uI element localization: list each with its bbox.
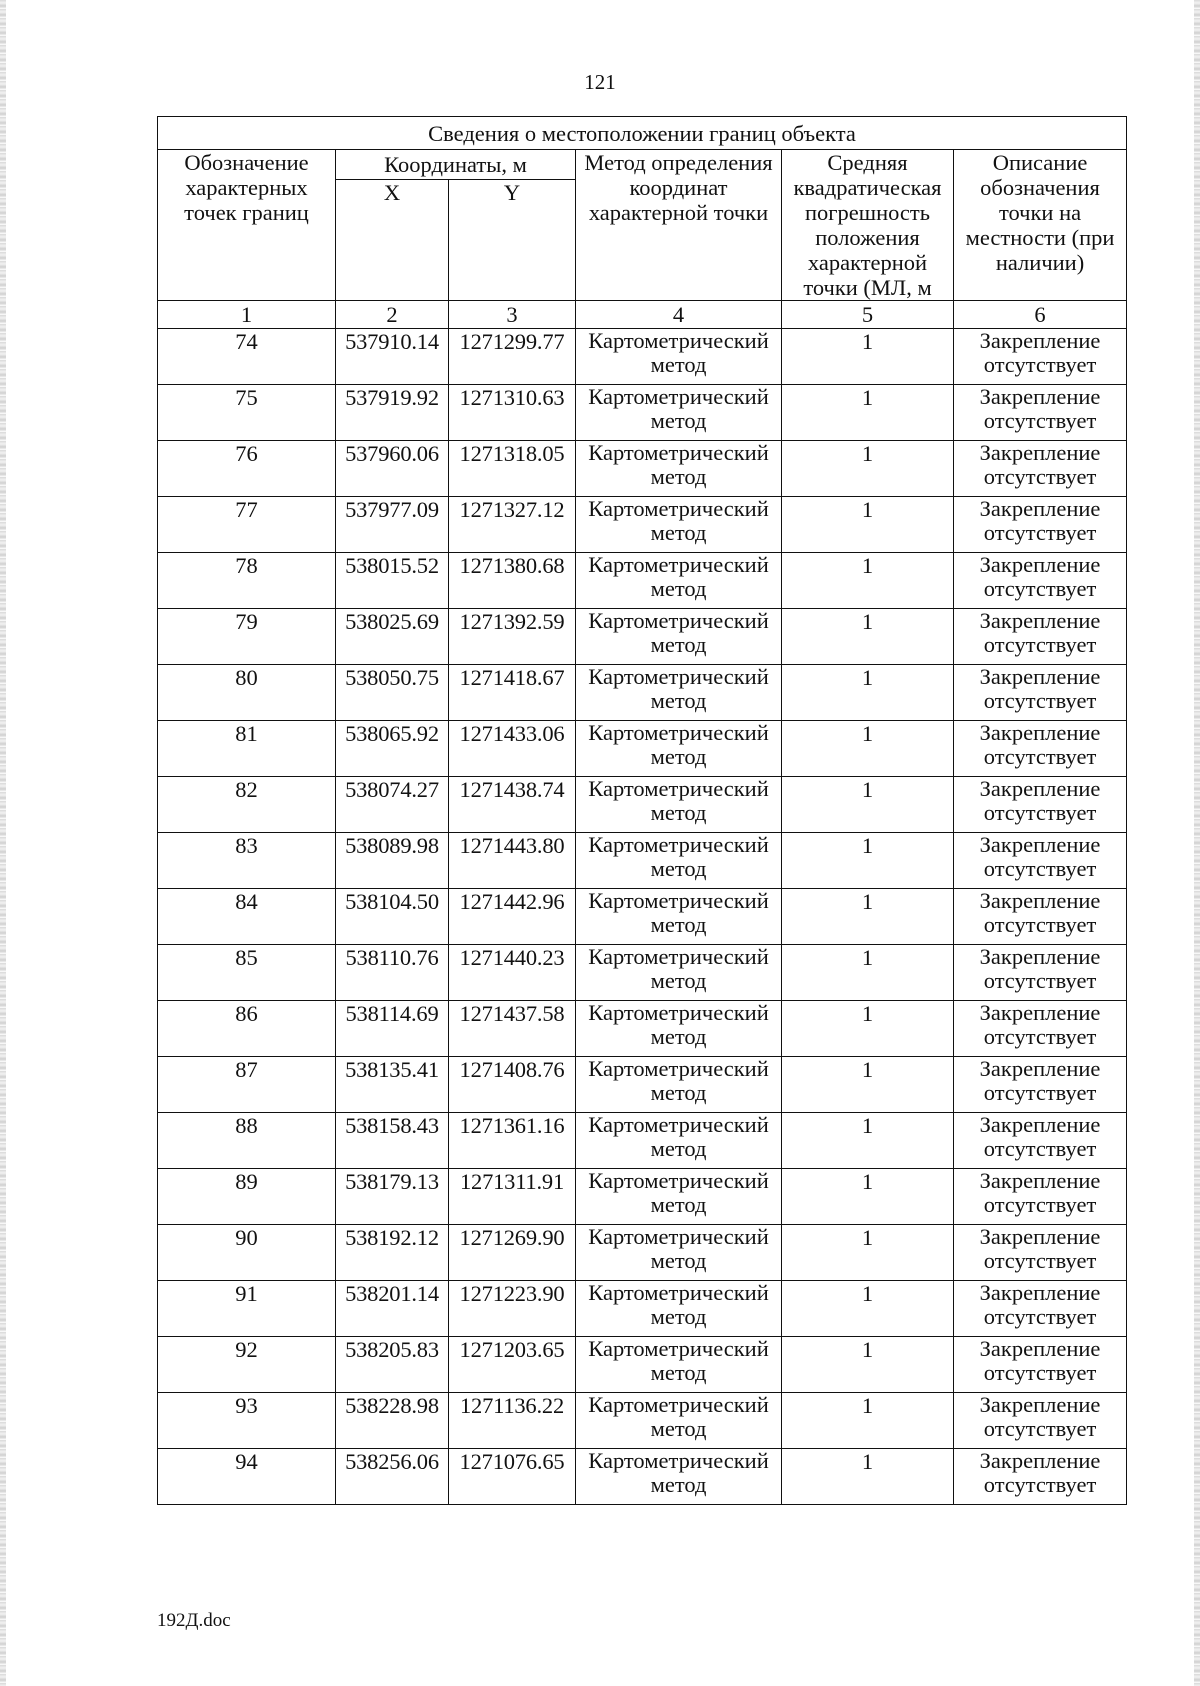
- cell-method: Картометрический метод: [576, 1001, 782, 1057]
- table-row: [158, 385, 1127, 441]
- table-row: [158, 329, 1127, 385]
- cell-description: Закрепление отсутствует: [954, 1001, 1127, 1057]
- table-row: [158, 553, 1127, 609]
- table-row: [158, 945, 1127, 1001]
- cell-y: 1271380.68: [449, 553, 576, 609]
- cell-point: 82: [158, 777, 336, 833]
- table-row: [158, 497, 1127, 553]
- page-number: 121: [584, 70, 616, 94]
- cell-description: Закрепление отсутствует: [954, 665, 1127, 721]
- cell-method: Картометрический метод: [576, 441, 782, 497]
- cell-error: 1: [782, 889, 954, 945]
- cell-point: 84: [158, 889, 336, 945]
- cell-description: Закрепление отсутствует: [954, 553, 1127, 609]
- cell-method: Картометрический метод: [576, 1393, 782, 1449]
- column-number: 3: [449, 301, 576, 329]
- footer-filename: 192Д.doc: [157, 1610, 231, 1631]
- cell-point: 80: [158, 665, 336, 721]
- cell-x: 538015.52: [336, 553, 449, 609]
- column-number: 1: [158, 301, 336, 329]
- cell-x: 538256.06: [336, 1449, 449, 1505]
- cell-y: 1271269.90: [449, 1225, 576, 1281]
- cell-description: Закрепление отсутствует: [954, 1225, 1127, 1281]
- scan-edge-right: [1194, 0, 1200, 1686]
- cell-method: Картометрический метод: [576, 497, 782, 553]
- table-row: [158, 665, 1127, 721]
- column-number: 5: [782, 301, 954, 329]
- table-row: [158, 609, 1127, 665]
- column-number-row: [158, 301, 1127, 329]
- cell-y: 1271418.67: [449, 665, 576, 721]
- cell-error: 1: [782, 1113, 954, 1169]
- header-point-designation: Обозначение характерных точек границ: [158, 150, 336, 301]
- cell-error: 1: [782, 777, 954, 833]
- cell-description: Закрепление отсутствует: [954, 329, 1127, 385]
- cell-y: 1271442.96: [449, 889, 576, 945]
- cell-x: 537910.14: [336, 329, 449, 385]
- table-row: [158, 777, 1127, 833]
- table-caption: Сведения о местоположении границ объекта: [158, 117, 1127, 150]
- cell-y: 1271310.63: [449, 385, 576, 441]
- cell-description: Закрепление отсутствует: [954, 945, 1127, 1001]
- cell-method: Картометрический метод: [576, 553, 782, 609]
- cell-point: 88: [158, 1113, 336, 1169]
- table-body: [158, 329, 1127, 1505]
- cell-error: 1: [782, 1169, 954, 1225]
- cell-error: 1: [782, 1393, 954, 1449]
- cell-method: Картометрический метод: [576, 1057, 782, 1113]
- table-row: [158, 1001, 1127, 1057]
- cell-point: 90: [158, 1225, 336, 1281]
- cell-error: 1: [782, 833, 954, 889]
- cell-point: 85: [158, 945, 336, 1001]
- cell-method: Картометрический метод: [576, 329, 782, 385]
- cell-point: 87: [158, 1057, 336, 1113]
- cell-description: Закрепление отсутствует: [954, 609, 1127, 665]
- cell-x: 537919.92: [336, 385, 449, 441]
- column-number: 6: [954, 301, 1127, 329]
- cell-x: 538025.69: [336, 609, 449, 665]
- cell-error: 1: [782, 329, 954, 385]
- cell-error: 1: [782, 1337, 954, 1393]
- cell-x: 538114.69: [336, 1001, 449, 1057]
- cell-error: 1: [782, 721, 954, 777]
- cell-x: 537960.06: [336, 441, 449, 497]
- cell-description: Закрепление отсутствует: [954, 1057, 1127, 1113]
- cell-method: Картометрический метод: [576, 1281, 782, 1337]
- cell-method: Картометрический метод: [576, 385, 782, 441]
- cell-method: Картометрический метод: [576, 1449, 782, 1505]
- cell-error: 1: [782, 385, 954, 441]
- cell-method: Картометрический метод: [576, 1113, 782, 1169]
- cell-point: 77: [158, 497, 336, 553]
- cell-method: Картометрический метод: [576, 721, 782, 777]
- cell-description: Закрепление отсутствует: [954, 441, 1127, 497]
- cell-y: 1271318.05: [449, 441, 576, 497]
- table-row: [158, 1393, 1127, 1449]
- cell-x: 537977.09: [336, 497, 449, 553]
- table-row: [158, 1449, 1127, 1505]
- cell-description: Закрепление отсутствует: [954, 777, 1127, 833]
- cell-y: 1271136.22: [449, 1393, 576, 1449]
- table-row: [158, 721, 1127, 777]
- cell-description: Закрепление отсутствует: [954, 497, 1127, 553]
- cell-error: 1: [782, 553, 954, 609]
- cell-x: 538050.75: [336, 665, 449, 721]
- cell-point: 94: [158, 1449, 336, 1505]
- cell-description: Закрепление отсутствует: [954, 833, 1127, 889]
- cell-method: Картометрический метод: [576, 1225, 782, 1281]
- cell-error: 1: [782, 1225, 954, 1281]
- cell-point: 81: [158, 721, 336, 777]
- cell-y: 1271311.91: [449, 1169, 576, 1225]
- cell-description: Закрепление отсутствует: [954, 1169, 1127, 1225]
- cell-y: 1271299.77: [449, 329, 576, 385]
- cell-point: 83: [158, 833, 336, 889]
- cell-point: 78: [158, 553, 336, 609]
- cell-x: 538065.92: [336, 721, 449, 777]
- cell-description: Закрепление отсутствует: [954, 721, 1127, 777]
- cell-x: 538201.14: [336, 1281, 449, 1337]
- boundaries-table: [157, 116, 1127, 1505]
- cell-method: Картометрический метод: [576, 1337, 782, 1393]
- cell-y: 1271327.12: [449, 497, 576, 553]
- cell-point: 86: [158, 1001, 336, 1057]
- cell-y: 1271433.06: [449, 721, 576, 777]
- table-row: [158, 889, 1127, 945]
- cell-x: 538179.13: [336, 1169, 449, 1225]
- cell-method: Картометрический метод: [576, 609, 782, 665]
- header-coordinates: Координаты, м: [336, 150, 576, 180]
- table-row: [158, 1057, 1127, 1113]
- cell-error: 1: [782, 1281, 954, 1337]
- cell-description: Закрепление отсутствует: [954, 1449, 1127, 1505]
- cell-x: 538110.76: [336, 945, 449, 1001]
- cell-y: 1271203.65: [449, 1337, 576, 1393]
- cell-y: 1271443.80: [449, 833, 576, 889]
- cell-method: Картометрический метод: [576, 777, 782, 833]
- cell-x: 538158.43: [336, 1113, 449, 1169]
- cell-description: Закрепление отсутствует: [954, 1393, 1127, 1449]
- cell-description: Закрепление отсутствует: [954, 889, 1127, 945]
- header-mean-error: Средняя квадратическая погрешность положения характерной точки (МЛ, м: [782, 150, 954, 301]
- cell-method: Картометрический метод: [576, 833, 782, 889]
- cell-y: 1271392.59: [449, 609, 576, 665]
- cell-x: 538205.83: [336, 1337, 449, 1393]
- cell-y: 1271223.90: [449, 1281, 576, 1337]
- cell-point: 91: [158, 1281, 336, 1337]
- cell-y: 1271361.16: [449, 1113, 576, 1169]
- header-method: Метод определения координат характерной точки: [576, 150, 782, 301]
- cell-point: 76: [158, 441, 336, 497]
- cell-error: 1: [782, 1001, 954, 1057]
- table-row: [158, 1225, 1127, 1281]
- column-number: 4: [576, 301, 782, 329]
- cell-x: 538135.41: [336, 1057, 449, 1113]
- cell-x: 538074.27: [336, 777, 449, 833]
- cell-description: Закрепление отсутствует: [954, 1281, 1127, 1337]
- cell-y: 1271438.74: [449, 777, 576, 833]
- header-x: X: [336, 180, 449, 301]
- table-row: [158, 833, 1127, 889]
- cell-y: 1271440.23: [449, 945, 576, 1001]
- cell-x: 538089.98: [336, 833, 449, 889]
- cell-x: 538228.98: [336, 1393, 449, 1449]
- cell-error: 1: [782, 497, 954, 553]
- cell-description: Закрепление отсутствует: [954, 1337, 1127, 1393]
- cell-error: 1: [782, 609, 954, 665]
- cell-error: 1: [782, 1057, 954, 1113]
- cell-point: 74: [158, 329, 336, 385]
- cell-description: Закрепление отсутствует: [954, 1113, 1127, 1169]
- cell-method: Картометрический метод: [576, 1169, 782, 1225]
- cell-error: 1: [782, 945, 954, 1001]
- cell-point: 75: [158, 385, 336, 441]
- table-row: [158, 441, 1127, 497]
- cell-method: Картометрический метод: [576, 945, 782, 1001]
- cell-point: 79: [158, 609, 336, 665]
- table-row: [158, 1337, 1127, 1393]
- cell-method: Картометрический метод: [576, 665, 782, 721]
- cell-point: 93: [158, 1393, 336, 1449]
- header-description: Описание обозначения точки на местности (при наличии): [954, 150, 1127, 301]
- cell-y: 1271076.65: [449, 1449, 576, 1505]
- cell-point: 89: [158, 1169, 336, 1225]
- cell-y: 1271437.58: [449, 1001, 576, 1057]
- column-number: 2: [336, 301, 449, 329]
- scan-edge-left: [0, 0, 6, 1686]
- cell-point: 92: [158, 1337, 336, 1393]
- cell-error: 1: [782, 1449, 954, 1505]
- table-row: [158, 1281, 1127, 1337]
- cell-error: 1: [782, 441, 954, 497]
- table-row: [158, 1113, 1127, 1169]
- cell-description: Закрепление отсутствует: [954, 385, 1127, 441]
- header-y: Y: [449, 180, 576, 301]
- cell-method: Картометрический метод: [576, 889, 782, 945]
- table-row: [158, 1169, 1127, 1225]
- cell-x: 538192.12: [336, 1225, 449, 1281]
- cell-x: 538104.50: [336, 889, 449, 945]
- cell-y: 1271408.76: [449, 1057, 576, 1113]
- cell-error: 1: [782, 665, 954, 721]
